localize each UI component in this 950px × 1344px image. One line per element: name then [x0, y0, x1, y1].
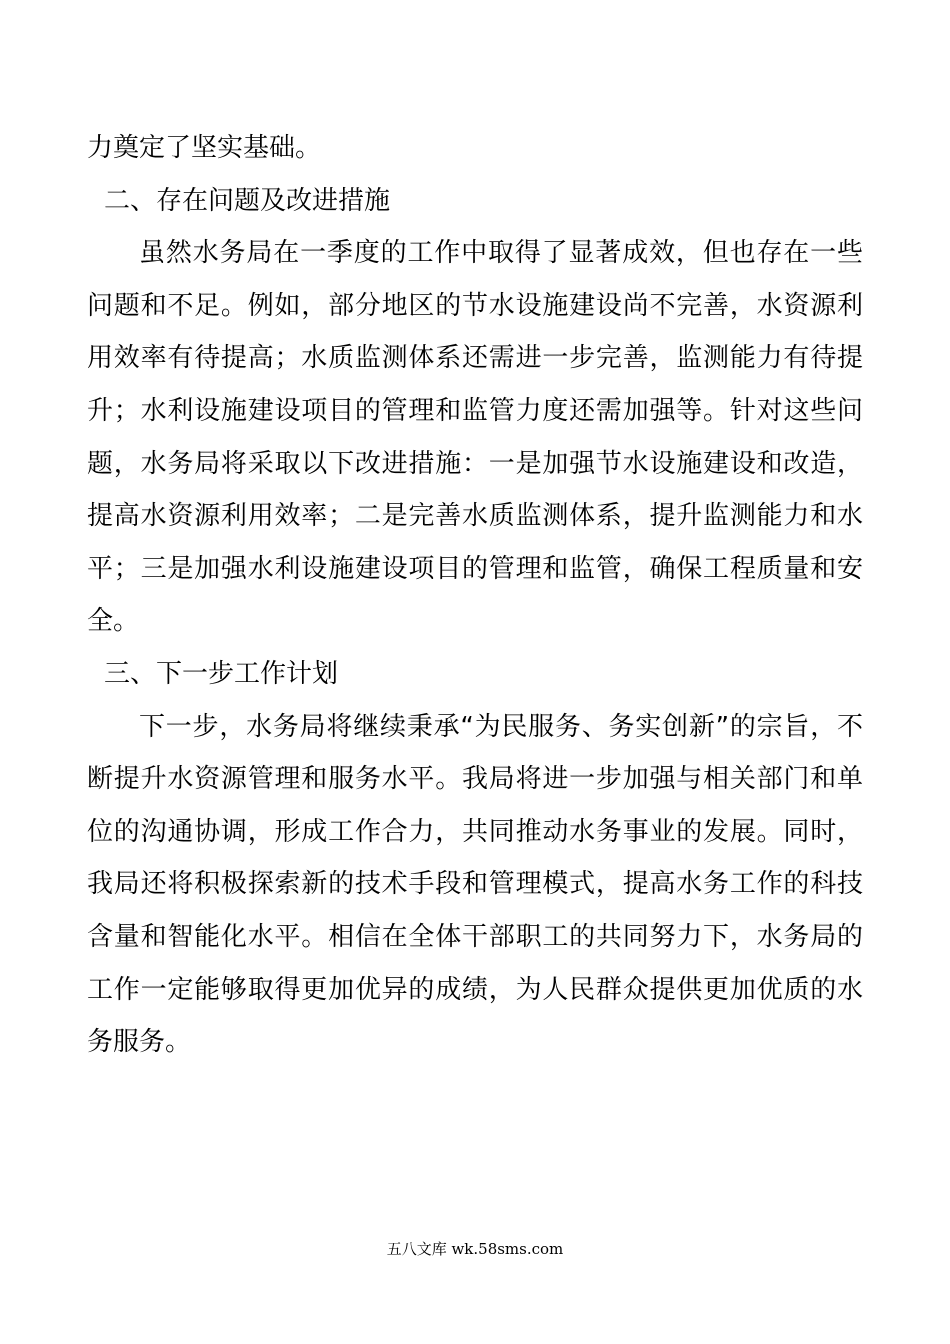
problems-paragraph: 虽然水务局在一季度的工作中取得了显著成效，但也存在一些问题和不足。例如，部分地区的节水设施建设尚不完善，水资源利用效率有待提高；水质监测体系还需进一步完善，监测能力有待提升；水利设施建设项目的管理和监管力度还需加强等。针对这些问题，水务局将采取以下改进措施：一是加强节水设施建设和改造，提高水资源利用效率；二是完善水质监测体系，提升监测能力和水平；三是加强水利设施建设项目的管理和监管，确保工程质量和安全。 — [87, 238, 863, 637]
section-heading-problems: 二、存在问题及改进措施 — [104, 185, 391, 216]
document-body — [87, 122, 863, 1069]
footer-watermark: 五八文库 wk.58sms.com — [386, 1240, 564, 1258]
next-steps-paragraph: 下一步，水务局将继续秉承“为民服务、务实创新”的宗旨，不断提升水资源管理和服务水平。我局将进一步加强与相关部门和单位的沟通协调，形成工作合力，共同推动水务事业的发展。同时，我局还将积极探索新的技术手段和管理模式，提高水务工作的科技含量和智能化水平。相信在全体干部职工的共同努力下，水务局的工作一定能够取得更加优异的成绩，为人民群众提供更加优质的水务服务。 — [87, 711, 863, 1058]
section-heading-next-steps: 三、下一步工作计划 — [104, 658, 339, 689]
continuation-paragraph: 力奠定了坚实基础。 — [87, 133, 322, 163]
